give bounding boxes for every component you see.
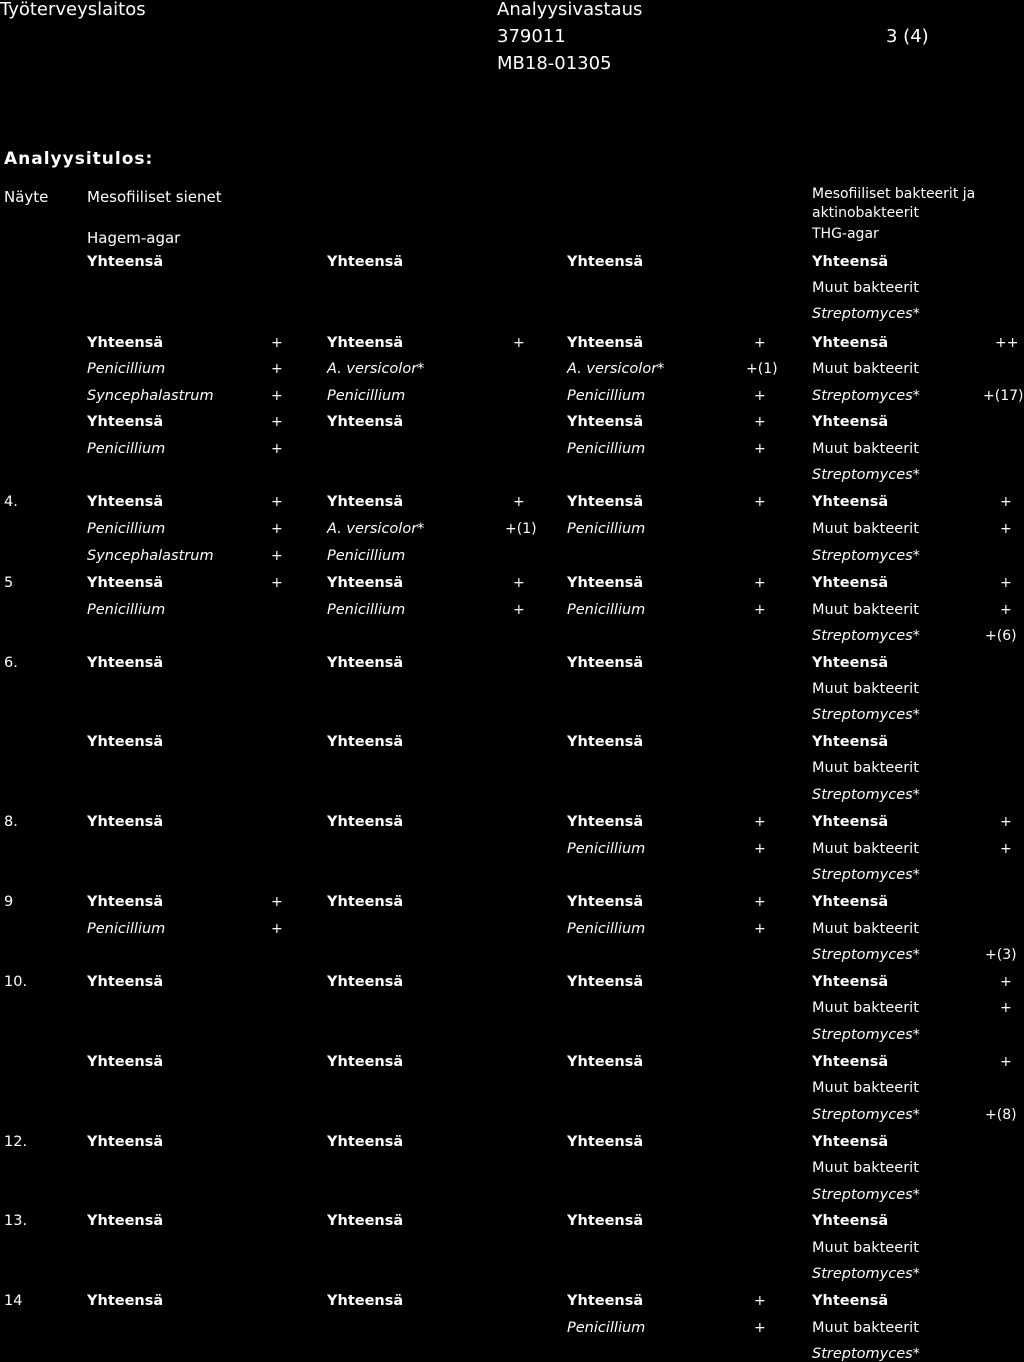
result-value: + [1000,521,1012,537]
result-value: + [271,494,283,510]
total-label: Yhteensä [567,974,644,990]
result-value: + [754,388,766,404]
result-value: + [271,575,283,591]
total-label: Yhteensä [327,335,404,351]
text-cell: Muut bakteerit [812,1320,919,1336]
text-cell: Muut bakteerit [812,841,919,857]
organism-name: Streptomyces* [812,707,920,723]
sample-number: 9 [4,894,14,910]
result-value: + [754,414,766,430]
organism-name: Penicillium [567,441,646,457]
organism-name: Streptomyces* [812,467,920,483]
sample-number: 6. [4,655,18,671]
result-value: + [754,921,766,937]
total-label: Yhteensä [812,1134,889,1150]
organism-name: Penicillium [87,361,166,377]
column-header-bacteria: Mesofiiliset bakteerit ja [812,186,976,202]
organism-name: Streptomyces* [812,1346,920,1362]
total-label: Yhteensä [87,1213,164,1229]
text-cell: Muut bakteerit [812,361,919,377]
total-label: Yhteensä [812,1213,889,1229]
total-label: Yhteensä [567,814,644,830]
total-label: Yhteensä [567,734,644,750]
result-value: + [754,841,766,857]
result-value: + [1000,974,1012,990]
result-value: ++ [995,335,1019,351]
document-number: 379011 [497,26,566,47]
total-label: Yhteensä [812,494,889,510]
total-label: Yhteensä [812,814,889,830]
result-value: + [271,521,283,537]
organism-name: Penicillium [327,548,406,564]
result-value: + [513,575,525,591]
text-cell: Muut bakteerit [812,1000,919,1016]
total-label: Yhteensä [567,1293,644,1309]
total-label: Yhteensä [327,575,404,591]
result-value: + [754,1320,766,1336]
result-value: +(17) [983,388,1024,404]
document-title: Analyysivastaus [497,0,643,20]
text-cell: Muut bakteerit [812,280,919,296]
total-label: Yhteensä [327,414,404,430]
total-label: Yhteensä [327,1054,404,1070]
organism-name: Streptomyces* [812,306,920,322]
total-label: Yhteensä [327,894,404,910]
total-label: Yhteensä [812,1054,889,1070]
total-label: Yhteensä [327,655,404,671]
organism-name: Penicillium [87,602,166,618]
result-value: + [271,921,283,937]
total-label: Yhteensä [567,1213,644,1229]
total-label: Yhteensä [567,414,644,430]
organism-name: Penicillium [87,921,166,937]
organism-name: Penicillium [87,441,166,457]
organism-name: Syncephalastrum [87,548,214,564]
total-label: Yhteensä [87,575,164,591]
organism-name: Streptomyces* [812,1027,920,1043]
organism-name: Streptomyces* [812,388,920,404]
total-label: Yhteensä [812,974,889,990]
organism-name: Penicillium [327,388,406,404]
page-number: 3 (4) [886,26,929,47]
text-cell: Muut bakteerit [812,441,919,457]
result-value: + [754,1293,766,1309]
total-label: Yhteensä [567,575,644,591]
result-value: + [271,335,283,351]
result-value: + [1000,814,1012,830]
sample-number: 5 [4,575,14,591]
result-value: + [271,414,283,430]
organism-name: A. versicolor* [327,361,425,377]
organism-name: Penicillium [567,602,646,618]
organism-name: Streptomyces* [812,628,920,644]
total-label: Yhteensä [567,894,644,910]
sample-number: 13. [4,1213,28,1229]
total-label: Yhteensä [327,1293,404,1309]
total-label: Yhteensä [327,254,404,270]
total-label: Yhteensä [812,894,889,910]
total-label: Yhteensä [327,734,404,750]
organism-name: Streptomyces* [812,1107,920,1123]
total-label: Yhteensä [812,414,889,430]
result-value: + [1000,1054,1012,1070]
result-value: + [513,602,525,618]
total-label: Yhteensä [87,414,164,430]
sample-number: 10. [4,974,28,990]
organism-name: Streptomyces* [812,867,920,883]
organism-name: Penicillium [567,388,646,404]
total-label: Yhteensä [812,254,889,270]
document-code: MB18-01305 [497,53,612,74]
result-value: + [1000,1000,1012,1016]
organism-name: Penicillium [567,841,646,857]
organism-name: Penicillium [567,521,646,537]
organism-name: Streptomyces* [812,1187,920,1203]
total-label: Yhteensä [87,655,164,671]
total-label: Yhteensä [567,1054,644,1070]
total-label: Yhteensä [87,335,164,351]
text-cell: Muut bakteerit [812,602,919,618]
text-cell: Muut bakteerit [812,521,919,537]
column-header-fungi-medium: Hagem-agar [87,229,181,247]
total-label: Yhteensä [567,494,644,510]
total-label: Yhteensä [812,1293,889,1309]
organism-name: A. versicolor* [567,361,665,377]
result-value: + [1000,575,1012,591]
text-cell: Muut bakteerit [812,760,919,776]
result-value: + [754,894,766,910]
column-header-fungi: Mesofiiliset sienet [87,188,222,206]
text-cell: Muut bakteerit [812,1160,919,1176]
result-value: + [271,361,283,377]
total-label: Yhteensä [87,1134,164,1150]
column-header-bacteria-line2: aktinobakteerit [812,205,919,221]
organism-name: Penicillium [327,602,406,618]
organism-name: Syncephalastrum [87,388,214,404]
total-label: Yhteensä [567,335,644,351]
total-label: Yhteensä [87,254,164,270]
total-label: Yhteensä [87,814,164,830]
result-value: +(3) [985,947,1017,963]
total-label: Yhteensä [812,655,889,671]
organism-name: Penicillium [87,521,166,537]
organism-name: Streptomyces* [812,787,920,803]
total-label: Yhteensä [812,734,889,750]
result-value: +(1) [746,361,778,377]
result-value: + [271,548,283,564]
total-label: Yhteensä [87,974,164,990]
organism-name: Streptomyces* [812,1266,920,1282]
sample-number: 8. [4,814,18,830]
total-label: Yhteensä [812,335,889,351]
total-label: Yhteensä [567,254,644,270]
result-value: +(8) [985,1107,1017,1123]
result-value: + [754,494,766,510]
result-value: + [271,894,283,910]
sample-number: 12. [4,1134,28,1150]
organism-name: Penicillium [567,921,646,937]
result-value: + [271,388,283,404]
text-cell: Muut bakteerit [812,681,919,697]
organism-name: Streptomyces* [812,548,920,564]
total-label: Yhteensä [812,575,889,591]
total-label: Yhteensä [327,814,404,830]
total-label: Yhteensä [87,734,164,750]
total-label: Yhteensä [567,1134,644,1150]
result-value: + [754,602,766,618]
result-value: + [1000,602,1012,618]
section-title: Analyysitulos: [4,149,154,169]
organism-name: Streptomyces* [812,947,920,963]
result-value: +(6) [985,628,1017,644]
result-value: + [754,441,766,457]
text-cell: Muut bakteerit [812,1240,919,1256]
result-value: + [271,441,283,457]
total-label: Yhteensä [87,1054,164,1070]
column-header-sample: Näyte [4,188,49,206]
column-header-bacteria-medium: THG-agar [812,226,879,242]
organism-name: Penicillium [567,1320,646,1336]
total-label: Yhteensä [87,1293,164,1309]
total-label: Yhteensä [327,1134,404,1150]
sample-number: 4. [4,494,18,510]
result-value: + [1000,494,1012,510]
total-label: Yhteensä [327,974,404,990]
result-value: + [754,575,766,591]
text-cell: Muut bakteerit [812,1080,919,1096]
text-cell: Muut bakteerit [812,921,919,937]
total-label: Yhteensä [87,494,164,510]
organization-name: Työterveyslaitos [0,0,146,20]
result-value: + [754,814,766,830]
organism-name: A. versicolor* [327,521,425,537]
sample-number: 14 [4,1293,23,1309]
total-label: Yhteensä [567,655,644,671]
total-label: Yhteensä [327,1213,404,1229]
result-value: +(1) [505,521,537,537]
total-label: Yhteensä [87,894,164,910]
result-value: + [754,335,766,351]
total-label: Yhteensä [327,494,404,510]
result-value: + [513,494,525,510]
result-value: + [513,335,525,351]
result-value: + [1000,841,1012,857]
